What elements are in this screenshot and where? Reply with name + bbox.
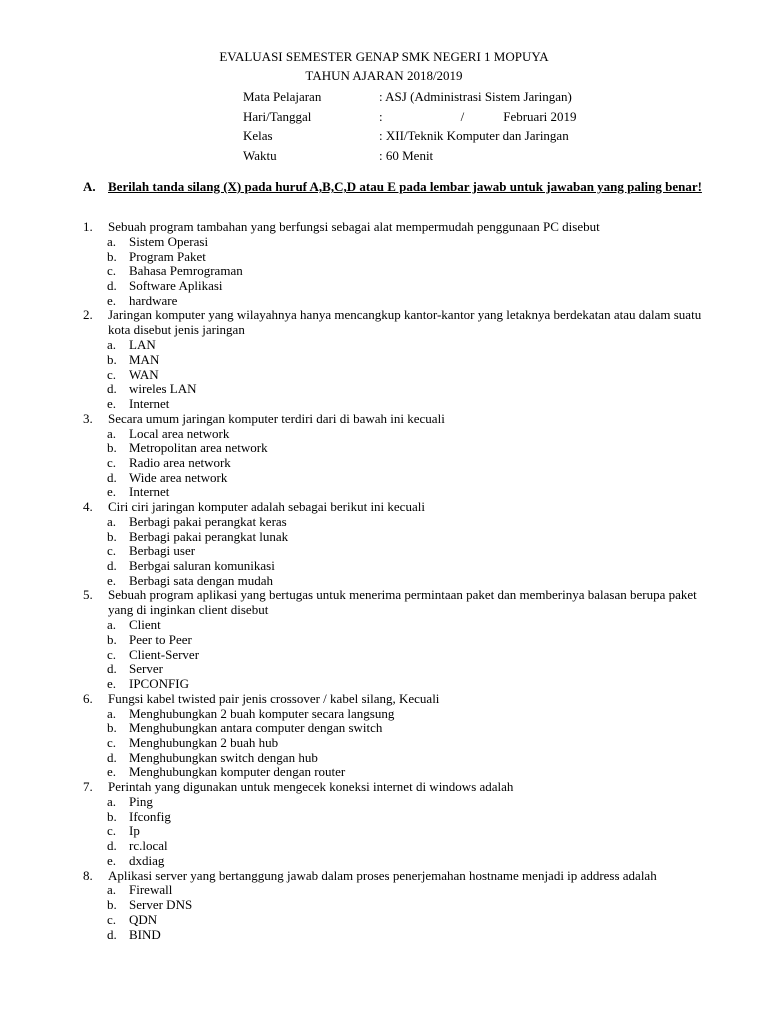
question-item [83, 780, 713, 868]
option-letter: e. [107, 292, 117, 308]
academic-year-text: TAHUN AJARAN 2018/2019 [305, 68, 463, 83]
option-letter: e. [107, 852, 117, 868]
question-number: 2. [83, 307, 93, 323]
option-text: Berbagi pakai perangkat keras [129, 514, 287, 529]
option-text: Menghubungkan antara computer dengan switch [129, 720, 383, 736]
answer-option [83, 707, 713, 722]
option-text: Menghubungkan komputer dengan router [129, 764, 346, 780]
option-letter: b. [107, 897, 117, 913]
option-letter: a. [107, 705, 117, 721]
answer-option [83, 559, 713, 574]
meta-row-subject [243, 90, 663, 110]
option-text: Software Aplikasi [129, 278, 223, 293]
question-number: 3. [83, 410, 93, 426]
question-item [83, 500, 713, 588]
option-letter: b. [107, 720, 117, 736]
question-item [83, 308, 713, 411]
question-list [83, 220, 713, 942]
option-letter: a. [107, 233, 117, 249]
answer-option [83, 264, 713, 279]
option-text: Program Paket [129, 248, 206, 264]
option-letter: c. [107, 543, 117, 559]
section-letter: A. [83, 179, 96, 194]
answer-option [83, 353, 713, 368]
meta-value: : 60 Menit [379, 147, 434, 163]
meta-key: Waktu [243, 147, 277, 163]
option-letter: b. [107, 440, 117, 456]
meta-value: : / Februari 2019 [379, 108, 577, 124]
answer-option [83, 456, 713, 471]
option-letter: c. [107, 735, 117, 751]
option-text: Server DNS [129, 897, 193, 913]
answer-option [83, 765, 713, 780]
option-text: rc.local [129, 838, 168, 854]
question-number: 4. [83, 499, 93, 515]
option-text: Peer to Peer [129, 632, 192, 647]
answer-option [83, 648, 713, 663]
answer-option [83, 530, 713, 545]
answer-option [83, 883, 713, 898]
answer-option [83, 397, 713, 412]
answer-option [83, 736, 713, 751]
option-letter: c. [107, 911, 117, 927]
question-item [83, 588, 713, 691]
question-item [83, 412, 713, 500]
option-letter: c. [107, 823, 117, 839]
option-letter: e. [107, 484, 117, 500]
option-letter: c. [107, 455, 117, 470]
option-letter: b. [107, 248, 117, 264]
option-text: Metropolitan area network [129, 440, 268, 456]
option-text: BIND [129, 926, 161, 942]
option-letter: d. [107, 381, 117, 397]
answer-option [83, 721, 713, 736]
option-letter: a. [107, 794, 117, 810]
answer-option [83, 471, 713, 486]
option-text: Local area network [129, 425, 230, 441]
meta-key: Mata Pelajaran [243, 89, 322, 104]
answer-option [83, 485, 713, 500]
option-text: Menghubungkan switch dengan hub [129, 749, 318, 765]
meta-row-date [243, 110, 663, 130]
exam-meta [243, 90, 663, 168]
option-text: LAN [129, 337, 156, 353]
option-letter: d. [107, 278, 117, 293]
option-text: hardware [129, 292, 178, 308]
option-text: WAN [129, 366, 159, 382]
answer-option [83, 544, 713, 559]
option-letter: d. [107, 838, 117, 854]
option-text: Firewall [129, 882, 173, 898]
question-text: Perintah yang digunakan untuk mengecek koneksi internet di windows adalah [108, 779, 514, 795]
meta-key: Hari/Tanggal [243, 108, 312, 124]
answer-option [83, 677, 713, 692]
exam-title: EVALUASI SEMESTER GENAP SMK NEGERI 1 MOPUYA [219, 49, 549, 64]
question-text: Ciri ciri jaringan komputer adalah sebagai berikut ini kecuali [108, 499, 425, 515]
option-text: Berbgai saluran komunikasi [129, 558, 275, 574]
question-item [83, 692, 713, 780]
option-text: Berbagi pakai perangkat lunak [129, 528, 289, 544]
option-letter: a. [107, 882, 117, 898]
answer-option [83, 795, 713, 810]
option-text: Wide area network [129, 469, 228, 485]
option-text: Menghubungkan 2 buah hub [129, 735, 279, 751]
option-text: dxdiag [129, 852, 165, 868]
answer-option [83, 338, 713, 353]
question-text: Jaringan komputer yang wilayahnya hanya mencangkup kantor-kantor yang letaknya berdekatan atau dalam suatu kota disebut jenis jaringan [108, 307, 702, 338]
answer-option [83, 854, 713, 869]
question-number: 5. [83, 587, 93, 603]
option-letter: b. [107, 808, 117, 824]
option-letter: b. [107, 351, 117, 367]
option-letter: d. [107, 661, 117, 677]
answer-option [83, 662, 713, 677]
meta-row-class [243, 129, 663, 149]
option-letter: e. [107, 764, 117, 780]
option-text: Internet [129, 396, 170, 411]
section-a [83, 180, 713, 195]
option-letter: d. [107, 469, 117, 485]
answer-option [83, 810, 713, 825]
option-letter: a. [107, 514, 117, 529]
meta-value: : XII/Teknik Komputer dan Jaringan [379, 128, 569, 143]
answer-option [83, 427, 713, 442]
answer-option [83, 441, 713, 456]
option-letter: d. [107, 558, 117, 574]
academic-year [0, 69, 768, 84]
option-letter: d. [107, 926, 117, 942]
option-letter: e. [107, 572, 117, 588]
option-text: Sistem Operasi [129, 233, 209, 249]
meta-key: Kelas [243, 128, 273, 143]
option-text: Client-Server [129, 646, 200, 662]
option-letter: c. [107, 263, 117, 279]
answer-option [83, 368, 713, 383]
option-text: Ip [129, 823, 140, 839]
answer-option [83, 751, 713, 766]
option-letter: e. [107, 676, 117, 692]
option-letter: a. [107, 337, 117, 353]
answer-option [83, 382, 713, 397]
option-text: Internet [129, 484, 170, 500]
answer-option [83, 250, 713, 265]
option-letter: b. [107, 632, 117, 647]
question-item [83, 220, 713, 308]
answer-option [83, 633, 713, 648]
question-text: Secara umum jaringan komputer terdiri dari di bawah ini kecuali [108, 410, 445, 426]
question-number: 6. [83, 690, 93, 706]
answer-option [83, 913, 713, 928]
question-text: Sebuah program tambahan yang berfungsi sebagai alat mempermudah penggunaan PC disebut [108, 219, 600, 234]
answer-option [83, 294, 713, 309]
answer-option [83, 618, 713, 633]
option-letter: a. [107, 617, 117, 633]
option-letter: a. [107, 425, 117, 441]
option-letter: b. [107, 528, 117, 544]
option-text: Menghubungkan 2 buah komputer secara langsung [129, 705, 395, 721]
option-text: Ping [129, 794, 153, 810]
question-number: 1. [83, 219, 93, 234]
option-text: Berbagi user [129, 543, 196, 559]
option-text: Ifconfig [129, 808, 171, 824]
question-number: 7. [83, 779, 93, 795]
meta-value: : ASJ (Administrasi Sistem Jaringan) [379, 89, 572, 104]
answer-option [83, 574, 713, 589]
answer-option [83, 839, 713, 854]
option-text: QDN [129, 911, 158, 927]
question-text: Aplikasi server yang bertanggung jawab dalam proses penerjemahan hostname menjadi ip address adalah [108, 867, 657, 883]
section-instruction: Berilah tanda silang (X) pada huruf A,B,C,D atau E pada lembar jawab untuk jawaban yang paling benar! [108, 179, 702, 194]
option-letter: d. [107, 749, 117, 765]
question-number: 8. [83, 867, 93, 883]
answer-option [83, 928, 713, 943]
question-text: Sebuah program aplikasi yang bertugas untuk menerima permintaan paket dan memberinya balasan berupa paket yang di inginkan client disebut [108, 587, 697, 618]
option-text: MAN [129, 351, 160, 367]
answer-option [83, 515, 713, 530]
option-letter: c. [107, 646, 117, 662]
question-item [83, 869, 713, 943]
answer-option [83, 824, 713, 839]
answer-option [83, 279, 713, 294]
question-text: Fungsi kabel twisted pair jenis crossover / kabel silang, Kecuali [108, 690, 440, 706]
meta-row-time [243, 149, 663, 169]
option-text: Radio area network [129, 455, 231, 470]
option-text: wireles LAN [129, 381, 197, 397]
option-text: Berbagi sata dengan mudah [129, 572, 274, 588]
option-letter: c. [107, 366, 117, 382]
option-letter: e. [107, 396, 117, 411]
option-text: Client [129, 617, 161, 633]
option-text: Bahasa Pemrograman [129, 263, 243, 279]
answer-option [83, 898, 713, 913]
option-text: IPCONFIG [129, 676, 189, 692]
option-text: Server [129, 661, 163, 677]
answer-option [83, 235, 713, 250]
